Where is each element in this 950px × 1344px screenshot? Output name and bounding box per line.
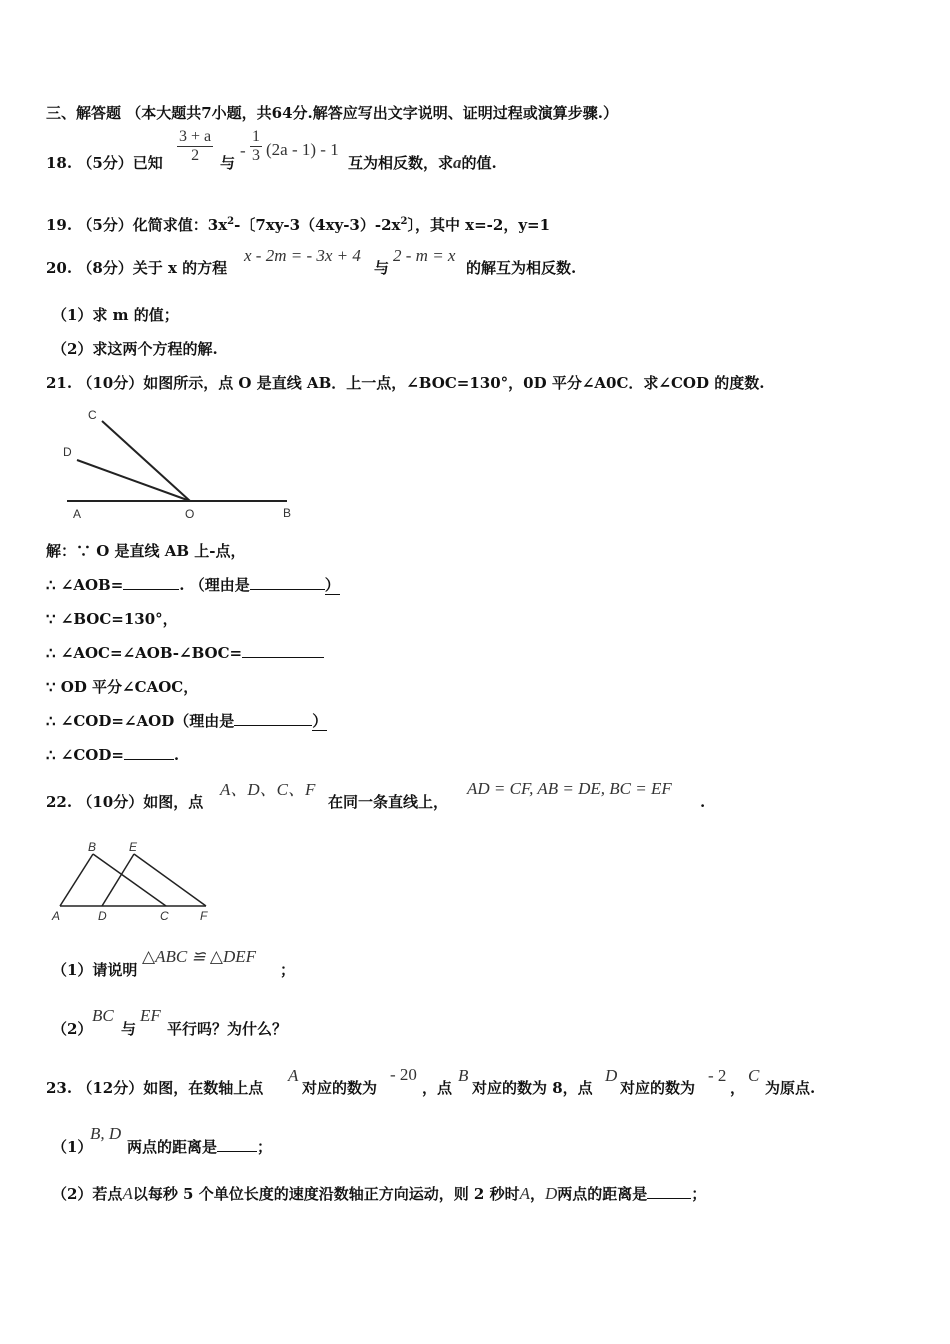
q18-var: a [453,153,462,172]
label-f: F [200,909,208,923]
q21-sol4 [46,643,324,663]
q21-sol6a: ∴ ∠COD=∠AOD（理由是 [46,712,235,730]
q18-suffix [348,153,497,173]
blank-ad-distance[interactable] [647,1184,691,1199]
q23-sub2-text2: 两点的距离是 [557,1185,648,1203]
q21-sol3: ∵ ∠BOC=130°， [46,610,178,628]
q18-frac1-denominator: 2 [191,147,200,164]
q23-t3: 对应的数为 8，点 [472,1079,593,1097]
section-header: 三、解答题 （本大题共7小题，共64分.解答应写出文字说明、证明过程或演算步骤.） [46,104,618,122]
label-b: B [283,506,292,520]
q22-sub2-mid: 与 [121,1020,137,1038]
q23-sub2-a: A [122,1184,133,1203]
blank-reason-2[interactable] [234,711,312,726]
label-c: C [88,408,97,422]
q21-sol2 [46,575,340,595]
q23-prefix: 23. （12分）如图，在数轴上点 [46,1079,264,1097]
q21-sol5: ∵ OD 平分∠CAOC， [46,678,199,696]
q23-sub2-prefix: （2）若点 [52,1185,123,1203]
q23-sub1-math: B, D [90,1124,122,1143]
q21-sol6 [46,711,327,731]
q22-end: . [700,793,706,811]
q20-sub2: （2）求这两个方程的解. [52,340,218,358]
q21-sol2c: ） [324,576,340,594]
label-b: B [88,840,97,854]
segment-ef [134,854,206,906]
blank-aob[interactable] [123,575,179,590]
q23-sub1-end: ； [257,1138,273,1156]
q22-sub1-end: ； [280,961,296,979]
q21-text: 21. （10分）如图所示，点 O 是直线 AB．上一点，∠BOC=130°，0D 平分∠A0C．求∠COD 的度数. [46,374,765,392]
q20-equation-1: x - 2m = - 3x + 4 [244,246,361,265]
q23-t1: 对应的数为 [302,1079,378,1097]
q18-mid: 与 [220,154,236,172]
label-c: C [160,909,169,923]
blank-bd-distance[interactable] [217,1137,257,1152]
q22-figure [48,838,218,928]
q19-prefix: 19. （5分）化简求值：3x [46,216,228,234]
q18-frac2-numerator: 1 [252,128,260,145]
q23-sub2-d: D [545,1184,558,1203]
q23-point-d: D [605,1066,618,1085]
q23-t6: 为原点. [765,1079,816,1097]
q19-exp2: 2 [400,216,408,227]
ray-oc [102,421,190,501]
q21-sol7a: ∴ ∠COD= [46,746,124,764]
blank-reason-1[interactable] [250,575,325,590]
label-d: D [63,445,72,459]
q18-fraction-2 [250,128,262,165]
q21-sol6b: ） [312,712,328,730]
q18-prefix: 18. （5分）已知 [46,154,163,172]
label-a: A [73,507,82,521]
q18-minus: - [240,141,246,160]
q23-sub2-comma: ， [529,1185,545,1203]
q23-point-b: B [458,1066,469,1085]
q23-sub2-a2: A [519,1184,530,1203]
question-19 [46,212,550,235]
q18-fraction-1 [177,128,213,165]
q23-t4: 对应的数为 [620,1079,696,1097]
segment-ab [60,854,93,906]
q20-mid: 与 [374,259,390,277]
q22-sub1-prefix: （1）请说明 [52,961,138,979]
q20-suffix: 的解互为相反数. [466,259,577,277]
q22-sub2-prefix: （2） [52,1020,93,1038]
q22-sub2-bc: BC [92,1006,114,1025]
q18-suffix-text: 互为相反数，求 [348,154,454,172]
q23-sub2 [52,1184,706,1204]
q22-mid: 在同一条直线上， [328,793,449,811]
q21-sol1: 解：∵ O 是直线 AB 上-点， [46,542,246,560]
q23-sub2-text: 以每秒 5 个单位长度的速度沿数轴正方向运动，则 2 秒时 [132,1185,520,1203]
q19-exp1: 2 [227,216,235,227]
q19-part2: -〔7xy-3（4xy-3）-2x [234,216,401,234]
q18-frac1-numerator: 3 + a [179,128,212,145]
q19-suffix: 〕，其中 x=-2，y=1 [407,216,551,234]
q23-sub1-text: 两点的距离是 [127,1138,218,1156]
q22-points: A、D、C、F [220,780,316,799]
q20-prefix: 20. （8分）关于 x 的方程 [46,259,228,277]
q20-equation-2: 2 - m = x [393,246,456,265]
q23-sub1-prefix: （1） [52,1138,93,1156]
label-a: A [52,909,61,923]
q23-point-a: A [288,1066,299,1085]
blank-aoc[interactable] [242,643,324,658]
q21-sol7 [46,745,179,765]
label-d: D [98,909,107,923]
ray-od [77,460,190,501]
q23-t2: ，点 [422,1079,453,1097]
blank-cod[interactable] [124,745,174,760]
q23-value-d: - 2 [708,1066,727,1085]
q22-conditions: AD = CF, AB = DE, BC = EF [467,779,672,798]
q23-point-c: C [748,1066,760,1085]
q22-sub2-ef: EF [140,1006,161,1025]
q18-expression: (2a - 1) - 1 [266,140,339,159]
q21-figure [55,400,305,525]
q23-sub1 [127,1137,272,1157]
q22-prefix: 22. （10分）如图，点 [46,793,204,811]
q23-value-a: - 20 [390,1065,417,1084]
q23-sub2-end: ； [691,1185,707,1203]
q23-t5: ， [730,1079,746,1097]
q20-sub1: （1）求 m 的值； [52,306,179,324]
q18-frac2-denominator: 3 [252,147,260,164]
q22-sub1-math: △ABC ≌ △DEF [142,947,257,966]
q18-end: 的值. [461,154,497,172]
label-o: O [185,507,195,521]
q21-sol7b: . [173,746,180,764]
q21-sol2a: ∴ ∠AOB= [46,576,124,594]
q22-sub2-end: 平行吗？为什么？ [167,1020,288,1038]
label-e: E [129,840,138,854]
q21-sol4-text: ∴ ∠AOC=∠AOB-∠BOC= [46,644,243,662]
q21-sol2b: . （理由是 [179,576,250,594]
